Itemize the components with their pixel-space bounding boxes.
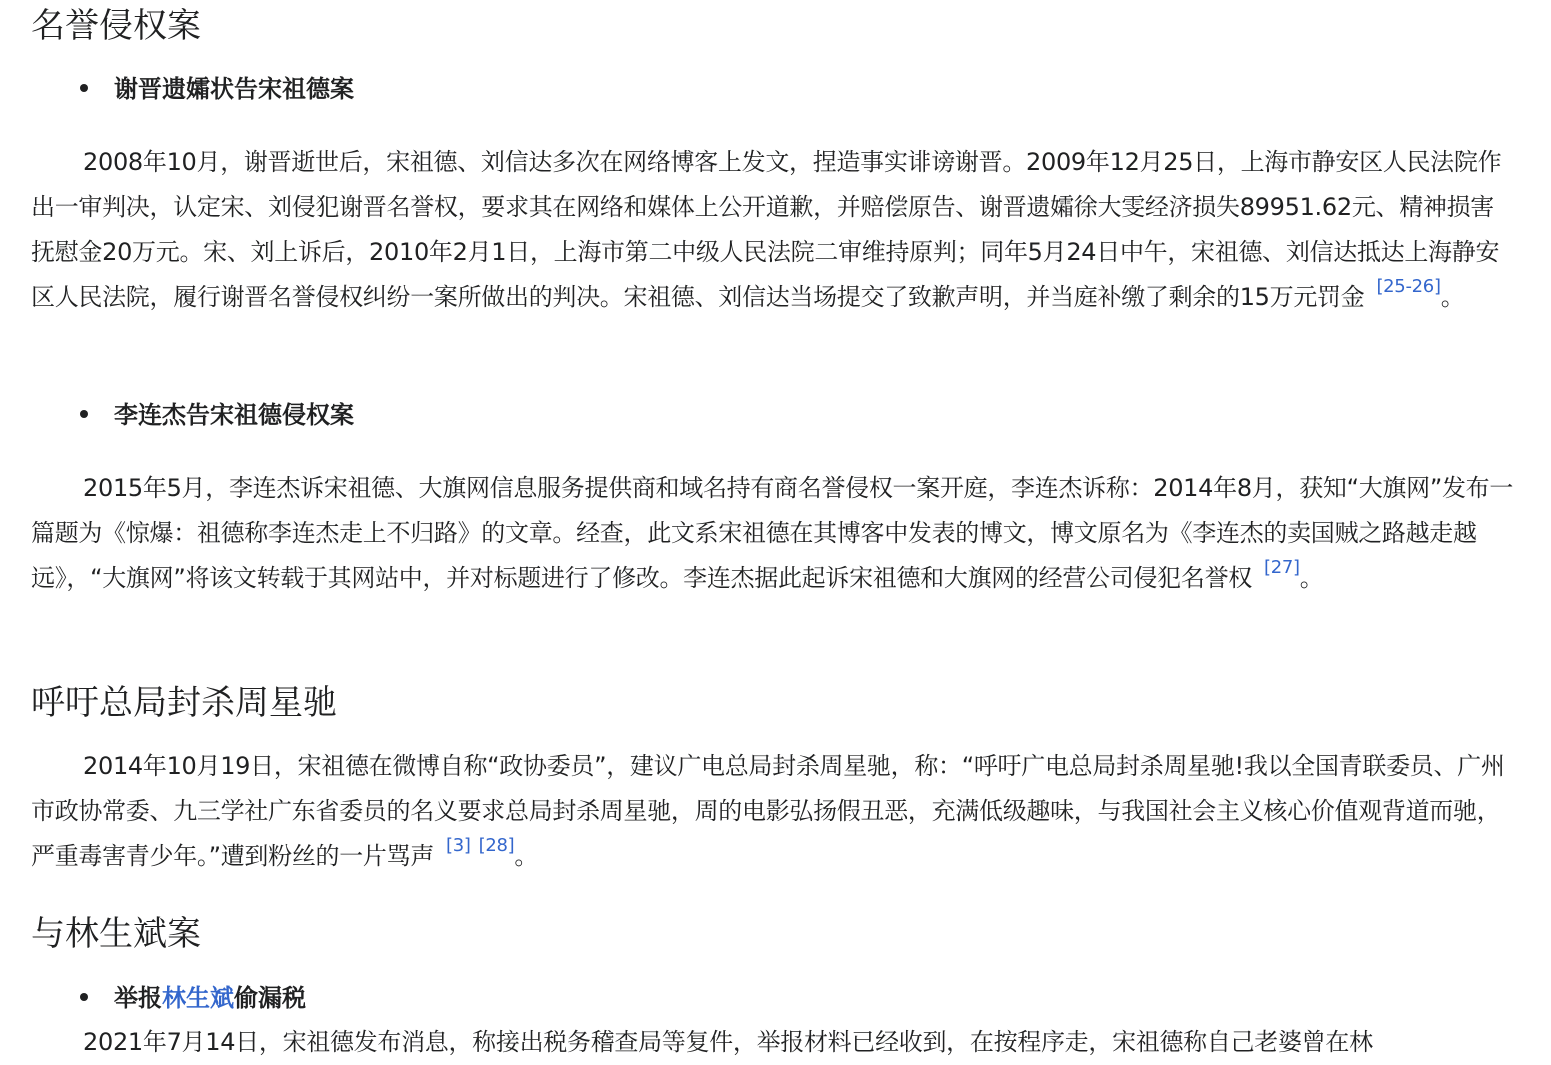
case-title-lilianjie (80, 398, 354, 432)
bullet-dot (80, 993, 88, 1001)
truncated-paragraph-container (31, 1028, 1516, 1065)
case-title-lin-prefix: 举报 (114, 984, 162, 1012)
paragraph-lilianjie-text: 2015年5月，李连杰诉宋祖德、大旗网信息服务提供商和域名持有商名誉侵权一案开庭，李连杰诉称：2014年8月，获知“大旗网”发布一篇题为《惊爆：祖德称李连杰走上不归路》的文章。经查，此文系宋祖德在其博客中发表的博文，博文原名为《李连杰的卖国贼之路越走越远》，“大旗网”将该文转载于其网站中，并对标题进行了修改。李连杰据此起诉宋祖德和大旗网的经营公司侵犯名誉权 (31, 474, 1514, 592)
bullet-dot (80, 410, 88, 418)
paragraph-lilianjie-case (31, 466, 1516, 601)
reference-3[interactable]: [3] (446, 835, 471, 857)
bullet-dot (80, 84, 88, 92)
paragraph-end-mark: 。 (1440, 283, 1465, 311)
paragraph-end-mark: 。 (514, 842, 539, 870)
link-lin-shengbin[interactable]: 林生斌 (162, 984, 234, 1012)
paragraph-lin: 2021年7月14日，宋祖德发布消息，称接出税务稽查局等复件，举报材料已经收到，在按程序走，宋祖德称自己老婆曾在林 (83, 1028, 1373, 1056)
case-title-lilianjie-text: 李连杰告宋祖德侵权案 (114, 401, 354, 429)
case-title-xiejin-text: 谢晋遗孀状告宋祖德案 (114, 75, 354, 103)
paragraph-xiejin-case (31, 140, 1516, 320)
case-title-lin (80, 981, 306, 1015)
paragraph-zhou-text: 2014年10月19日，宋祖德在微博自称“政协委员”，建议广电总局封杀周星驰，称：“呼吁广电总局封杀周星驰!我以全国青联委员、广州市政协常委、九三学社广东省委员的名义要求总局封杀周星驰，周的电影弘扬假丑恶，充满低级趣味，与我国社会主义核心价值观背道而驰，严重毒害青少年。”遭到粉丝的一片骂声 (31, 752, 1505, 870)
paragraph-end-mark: 。 (1299, 564, 1324, 592)
reference-28[interactable]: [28] (478, 835, 515, 857)
paragraph-zhou (31, 744, 1516, 879)
section-heading-defamation: 名誉侵权案 (31, 6, 201, 46)
reference-27[interactable]: [27] (1263, 557, 1300, 579)
paragraph-xiejin-text: 2008年10月，谢晋逝世后，宋祖德、刘信达多次在网络博客上发文，捏造事实诽谤谢晋。2009年12月25日，上海市静安区人民法院作出一审判决，认定宋、刘侵犯谢晋名誉权，要求其在网络和媒体上公开道歉，并赔偿原告、谢晋遗孀徐大雯经济损失89951.62元、精神损害抚慰金20万元。宋、刘上诉后，2010年2月1日，上海市第二中级人民法院二审维持原判；同年5月24日中午，宋祖德、刘信达抵达上海静安区人民法院，履行谢晋名誉侵权纠纷一案所做出的判决。宋祖德、刘信达当场提交了致歉声明，并当庭补缴了剩余的15万元罚金 (31, 148, 1502, 311)
case-title-xiejin (80, 72, 354, 106)
section-heading-lin: 与林生斌案 (31, 914, 201, 954)
reference-25-26[interactable]: [25-26] (1376, 276, 1441, 298)
section-heading-zhou: 呼吁总局封杀周星驰 (31, 683, 337, 723)
case-title-lin-suffix: 偷漏税 (234, 984, 306, 1012)
